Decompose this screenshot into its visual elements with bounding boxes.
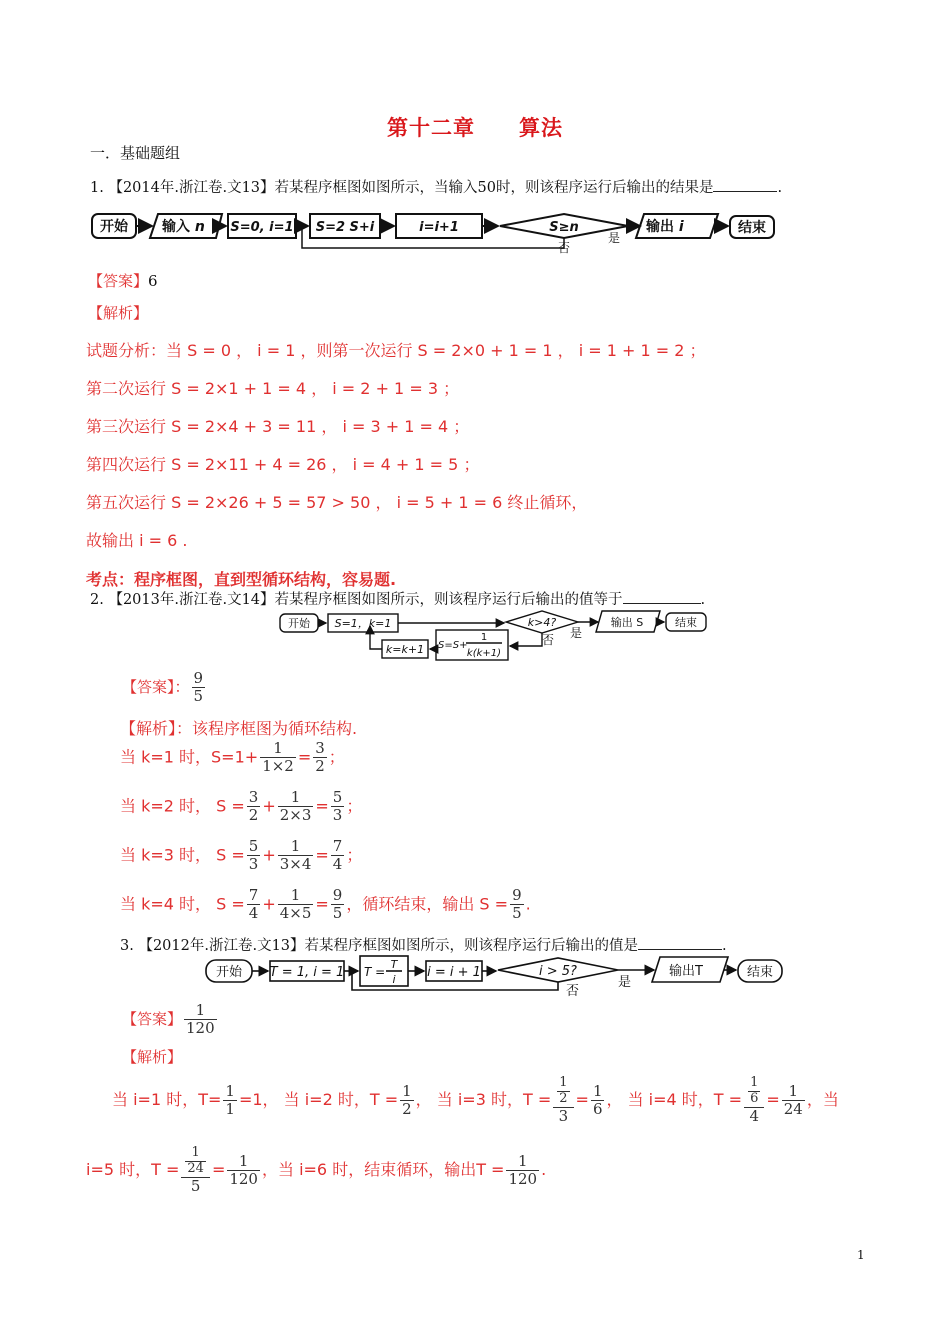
q3-answer: 【答案】 $\frac{1}{120}$ bbox=[122, 1001, 215, 1038]
q3-start-label: 开始 bbox=[215, 965, 243, 980]
q1-cond-label: S≥n bbox=[549, 220, 579, 235]
q3-inc-label: i = i + 1 bbox=[427, 965, 481, 980]
q2-calc-label: S=S+ bbox=[438, 640, 468, 651]
q2-cond-label: k>4? bbox=[527, 616, 557, 629]
q2-line-2: 当 k=2 时， S = $\frac{3}{2}$ + $\frac{1}{2\times 3}$ = $\frac{5}{3}$ ； bbox=[120, 788, 363, 825]
title-chapter: 第十二章 bbox=[387, 116, 475, 140]
q2-analysis: 【解析】：该程序框图为循环结构. bbox=[120, 719, 358, 738]
q2-calc-den: k(k+1) bbox=[466, 648, 502, 659]
q1-blank bbox=[713, 177, 777, 192]
q3-line-1: 当 i=1 时，T= $\frac{1}{1}$ =1， 当 i=2 时，T = $\frac{1}{2}$ ， 当 i=3 时，T = $\frac{\frac{1}{2}}{3}$ = $\frac{1}{6}$ ， 当 i=4 时，T = $\frac{\frac{1}{6}}{4}$ = $\frac{1}{24}$ ，当 bbox=[112, 1075, 839, 1125]
q1-line-2: 第二次运行 S = 2×1 + 1 = 4 ， i = 2 + 1 = 3 ； bbox=[86, 379, 460, 398]
q1-flowchart bbox=[88, 208, 788, 256]
q2-init-label: S=1，k=1 bbox=[334, 617, 392, 630]
q3-flowchart bbox=[202, 952, 792, 998]
q1-line-3: 第三次运行 S = 2×4 + 3 = 11 ， i = 3 + 1 = 4 ； bbox=[86, 417, 470, 436]
q1-input-label: 输入 n bbox=[162, 219, 205, 235]
q1-analysis-label: 【解析】 bbox=[88, 304, 149, 322]
q3-analysis-label: 【解析】 bbox=[122, 1048, 183, 1066]
q3-stem: 3. 【2012年.浙江卷.文13】若某程序框图如图所示，则该程序运行后输出的值是 . bbox=[120, 934, 727, 955]
q2-line-1: 当 k=1 时，S=1+ $\frac{1}{1\times 2}$ = $\frac{3}{2}$ ； bbox=[120, 739, 345, 776]
q2-line-4: 当 k=4 时， S = $\frac{7}{4}$ + $\frac{1}{4\times 5}$ = $\frac{9}{5}$ ，循环结束，输出 S = $\frac{9}{5}$ . bbox=[120, 886, 531, 923]
q3-calc-label: T = bbox=[364, 965, 386, 979]
q3-no-label: 否 bbox=[566, 984, 580, 998]
q1-point: 考点：程序框图，直到型循环结构，容易题. bbox=[86, 570, 397, 589]
q2-end-label: 结束 bbox=[675, 616, 697, 629]
q1-answer: 【答案】6 bbox=[88, 272, 158, 290]
q1-calc-label: S=2 S+i bbox=[315, 220, 375, 235]
q1-yes-label: 是 bbox=[608, 231, 621, 245]
q3-end-label: 结束 bbox=[746, 965, 774, 980]
q1-line-1: 试题分析：当 S = 0 ， i = 1 ，则第一次运行 S = 2×0 + 1 = 1 ， i = 1 + 1 = 2 ； bbox=[86, 341, 706, 360]
q3-init-label: T = 1, i = 1 bbox=[269, 965, 345, 980]
q1-line-5: 第五次运行 S = 2×26 + 5 = 57 > 50 ， i = 5 + 1 = 6 终止循环， bbox=[86, 493, 588, 512]
q2-stem: 2. 【2013年.浙江卷.文14】若某程序框图如图所示，则该程序运行后输出的值等于 . bbox=[90, 588, 705, 609]
title-topic: 算法 bbox=[519, 116, 563, 140]
q1-stem: 1. 【2014年.浙江卷.文13】若某程序框图如图所示，当输入50时，则该程序运行后输出的结果是 . bbox=[90, 176, 782, 197]
q2-blank bbox=[623, 589, 701, 604]
page-title bbox=[0, 112, 950, 142]
q3-blank bbox=[638, 935, 722, 950]
q3-line-2: i=5 时，T = $\frac{\frac{1}{24}}{5}$ = $\frac{1}{120}$ ，当 i=6 时，结束循环，输出T = $\frac{1}{120}$ . bbox=[86, 1145, 547, 1195]
q2-no-label: 否 bbox=[542, 633, 555, 647]
section-heading: 一．基础题组 bbox=[90, 144, 181, 162]
q2-answer: 【答案】： $\frac{9}{5}$ bbox=[122, 669, 204, 706]
q2-start-label: 开始 bbox=[288, 617, 310, 630]
q2-line-3: 当 k=3 时， S = $\frac{5}{3}$ + $\frac{1}{3\times 4}$ = $\frac{7}{4}$ ； bbox=[120, 837, 363, 874]
q3-yes-label: 是 bbox=[618, 975, 632, 990]
q1-start-label: 开始 bbox=[100, 219, 128, 235]
q3-cond-label: i > 5? bbox=[539, 964, 577, 979]
q2-output-label: 输出 S bbox=[610, 616, 644, 629]
q1-no-label: 否 bbox=[558, 241, 571, 255]
q3-calc-den: i bbox=[392, 973, 396, 986]
q1-output-label: 输出 i bbox=[646, 219, 684, 235]
q1-init-label: S=0, i=1 bbox=[230, 220, 294, 235]
q2-calc-num: 1 bbox=[480, 632, 488, 643]
q1-line-6: 故输出 i = 6 . bbox=[86, 531, 188, 550]
q1-line-4: 第四次运行 S = 2×11 + 4 = 26 ， i = 4 + 1 = 5 ； bbox=[86, 455, 480, 474]
q1-end-label: 结束 bbox=[738, 220, 766, 236]
q2-flowchart bbox=[276, 606, 716, 664]
q2-yes-label: 是 bbox=[570, 626, 583, 640]
page-number: 1 bbox=[857, 1248, 865, 1262]
q3-output-label: 输出T bbox=[669, 964, 703, 979]
q3-calc-num: T bbox=[390, 958, 398, 971]
q1-inc-label: i=i+1 bbox=[419, 220, 459, 235]
q2-inc-label: k=k+1 bbox=[385, 643, 425, 656]
